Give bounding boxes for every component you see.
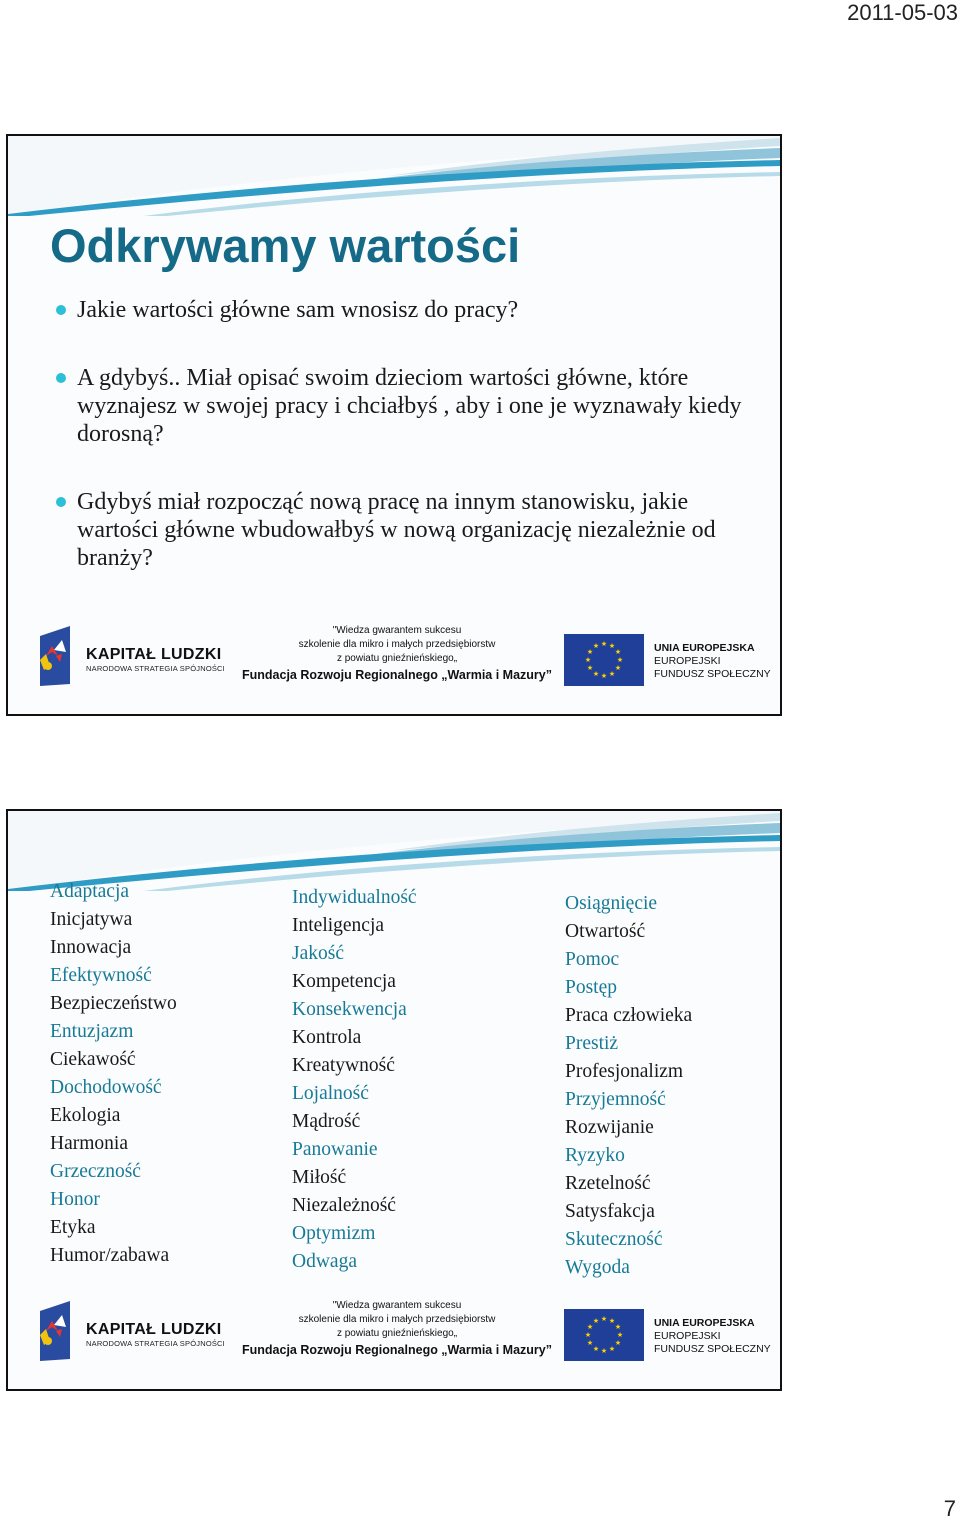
svg-text:★: ★	[600, 1347, 608, 1355]
project-info	[224, 1299, 570, 1358]
value-item: Innowacja	[50, 937, 132, 958]
print-date: 2011-05-03	[847, 0, 958, 25]
value-item: Satysfakcja	[565, 1201, 655, 1222]
value-item: Rzetelność	[565, 1173, 651, 1194]
eu-line-2: EUROPEJSKI	[654, 1330, 721, 1342]
page-number: 7	[943, 1496, 956, 1521]
value-item: Przyjemność	[565, 1089, 666, 1110]
value-item: Ciekawość	[50, 1049, 136, 1070]
value-item: Kreatywność	[292, 1055, 395, 1076]
value-item: Miłość	[292, 1167, 347, 1188]
value-item: Postęp	[565, 977, 618, 998]
svg-text:★: ★	[592, 670, 600, 678]
value-item: Inicjatywa	[50, 909, 133, 930]
kapital-ludzki-logo-icon	[36, 626, 76, 686]
svg-text:★: ★	[616, 656, 624, 664]
project-info	[224, 624, 570, 683]
eu-flag-icon	[564, 634, 644, 686]
eu-line-1: UNIA EUROPEJSKA	[654, 642, 755, 654]
svg-text:★: ★	[592, 642, 600, 650]
project-line-3: z powiatu gnieźnieńskiego„	[336, 653, 458, 664]
value-item: Lojalność	[292, 1083, 369, 1104]
svg-text:★: ★	[614, 664, 622, 672]
value-item: Pomoc	[565, 949, 620, 970]
project-line-2: szkolenie dla mikro i małych przedsiębiorstw	[298, 639, 496, 650]
slide-2	[6, 809, 782, 1391]
value-item: Optymizm	[292, 1223, 376, 1244]
foundation-name: Fundacja Rozwoju Regionalnego „Warmia i Mazury”	[242, 668, 552, 682]
svg-text:★: ★	[600, 1315, 608, 1323]
svg-text:★: ★	[586, 1339, 594, 1347]
svg-text:★: ★	[614, 648, 622, 656]
value-item: Etyka	[50, 1217, 96, 1238]
project-line-2: szkolenie dla mikro i małych przedsiębiorstw	[298, 1314, 496, 1325]
svg-text:★: ★	[616, 1331, 624, 1339]
svg-text:★: ★	[586, 648, 594, 656]
value-item: Skuteczność	[565, 1229, 663, 1250]
value-item: Harmonia	[50, 1133, 128, 1154]
value-item: Efektywność	[50, 965, 152, 986]
value-item: Ekologia	[50, 1105, 121, 1126]
slide-title: Odkrywamy wartości	[50, 219, 521, 272]
value-item: Wygoda	[565, 1257, 630, 1278]
eu-flag-icon	[564, 1309, 644, 1361]
svg-text:★: ★	[586, 664, 594, 672]
eu-line-1: UNIA EUROPEJSKA	[654, 1317, 755, 1329]
question-list	[54, 296, 764, 612]
value-item: Konsekwencja	[292, 999, 407, 1020]
value-item: Prestiż	[565, 1033, 619, 1054]
value-item: Praca człowieka	[565, 1005, 693, 1026]
value-item: Adaptacja	[50, 881, 130, 902]
value-item: Niezależność	[292, 1195, 396, 1216]
value-item: Bezpieczeństwo	[50, 993, 177, 1014]
eu-fund-label	[654, 642, 771, 681]
eu-fund-label	[654, 1317, 771, 1356]
slide-1	[6, 134, 782, 716]
foundation-name: Fundacja Rozwoju Regionalnego „Warmia i Mazury”	[242, 1343, 552, 1357]
kapital-ludzki-subtitle: NARODOWA STRATEGIA SPÓJNOŚCI	[86, 1339, 225, 1348]
svg-text:★: ★	[614, 1339, 622, 1347]
values-column-1	[50, 878, 177, 1270]
eu-line-3: FUNDUSZ SPOŁECZNY	[654, 668, 771, 680]
svg-text:★: ★	[608, 670, 616, 678]
project-line-1: "Wiedza gwarantem sukcesu	[332, 625, 462, 636]
value-item: Indywidualność	[292, 887, 417, 908]
svg-text:★: ★	[600, 640, 608, 648]
header-swoosh	[8, 136, 780, 216]
value-item: Profesjonalizm	[565, 1061, 684, 1082]
kapital-ludzki-subtitle: NARODOWA STRATEGIA SPÓJNOŚCI	[86, 664, 225, 673]
value-item: Entuzjazm	[50, 1021, 134, 1042]
slide-footer	[8, 624, 780, 694]
value-item: Panowanie	[292, 1139, 378, 1160]
project-line-3: z powiatu gnieźnieńskiego„	[336, 1328, 458, 1339]
value-item: Kompetencja	[292, 971, 396, 992]
svg-text:★: ★	[614, 1323, 622, 1331]
slide-footer	[8, 1299, 780, 1369]
svg-text:★: ★	[600, 672, 608, 680]
kapital-ludzki-name: KAPITAŁ LUDZKI	[86, 646, 222, 663]
svg-text:★: ★	[592, 1345, 600, 1353]
eu-line-3: FUNDUSZ SPOŁECZNY	[654, 1343, 771, 1355]
svg-text:★: ★	[586, 1323, 594, 1331]
value-item: Honor	[50, 1189, 100, 1210]
svg-text:★: ★	[584, 1331, 592, 1339]
svg-text:★: ★	[608, 1345, 616, 1353]
svg-text:★: ★	[592, 1317, 600, 1325]
svg-text:★: ★	[608, 642, 616, 650]
value-item: Mądrość	[292, 1111, 361, 1132]
value-item: Ryzyko	[565, 1145, 625, 1166]
value-item: Dochodowość	[50, 1077, 162, 1098]
svg-text:★: ★	[584, 656, 592, 664]
svg-text:★: ★	[608, 1317, 616, 1325]
eu-line-2: EUROPEJSKI	[654, 655, 721, 667]
value-item: Grzeczność	[50, 1161, 141, 1182]
values-column-2	[292, 884, 417, 1276]
list-item: A gdybyś.. Miał opisać swoim dzieciom wartości główne, które wyznajesz w swojej pracy i chciałbyś , aby i one je wyznawały kiedy dorosną?	[54, 364, 764, 448]
value-item: Rozwijanie	[565, 1117, 654, 1138]
value-item: Inteligencja	[292, 915, 385, 936]
list-item: Gdybyś miał rozpocząć nową pracę na innym stanowisku, jakie wartości główne wbudowałbyś w nową organizację niezależnie od branży?	[54, 488, 764, 572]
value-item: Osiągnięcie	[565, 893, 658, 914]
value-item: Odwaga	[292, 1251, 357, 1272]
values-column-3	[565, 890, 692, 1282]
project-line-1: "Wiedza gwarantem sukcesu	[332, 1300, 462, 1311]
list-item: Jakie wartości główne sam wnosisz do pracy?	[54, 296, 764, 324]
kapital-ludzki-name: KAPITAŁ LUDZKI	[86, 1321, 222, 1338]
kapital-ludzki-logo-icon	[36, 1301, 76, 1361]
value-item: Kontrola	[292, 1027, 362, 1048]
value-item: Humor/zabawa	[50, 1245, 170, 1266]
value-item: Jakość	[292, 943, 344, 964]
value-item: Otwartość	[565, 921, 646, 942]
